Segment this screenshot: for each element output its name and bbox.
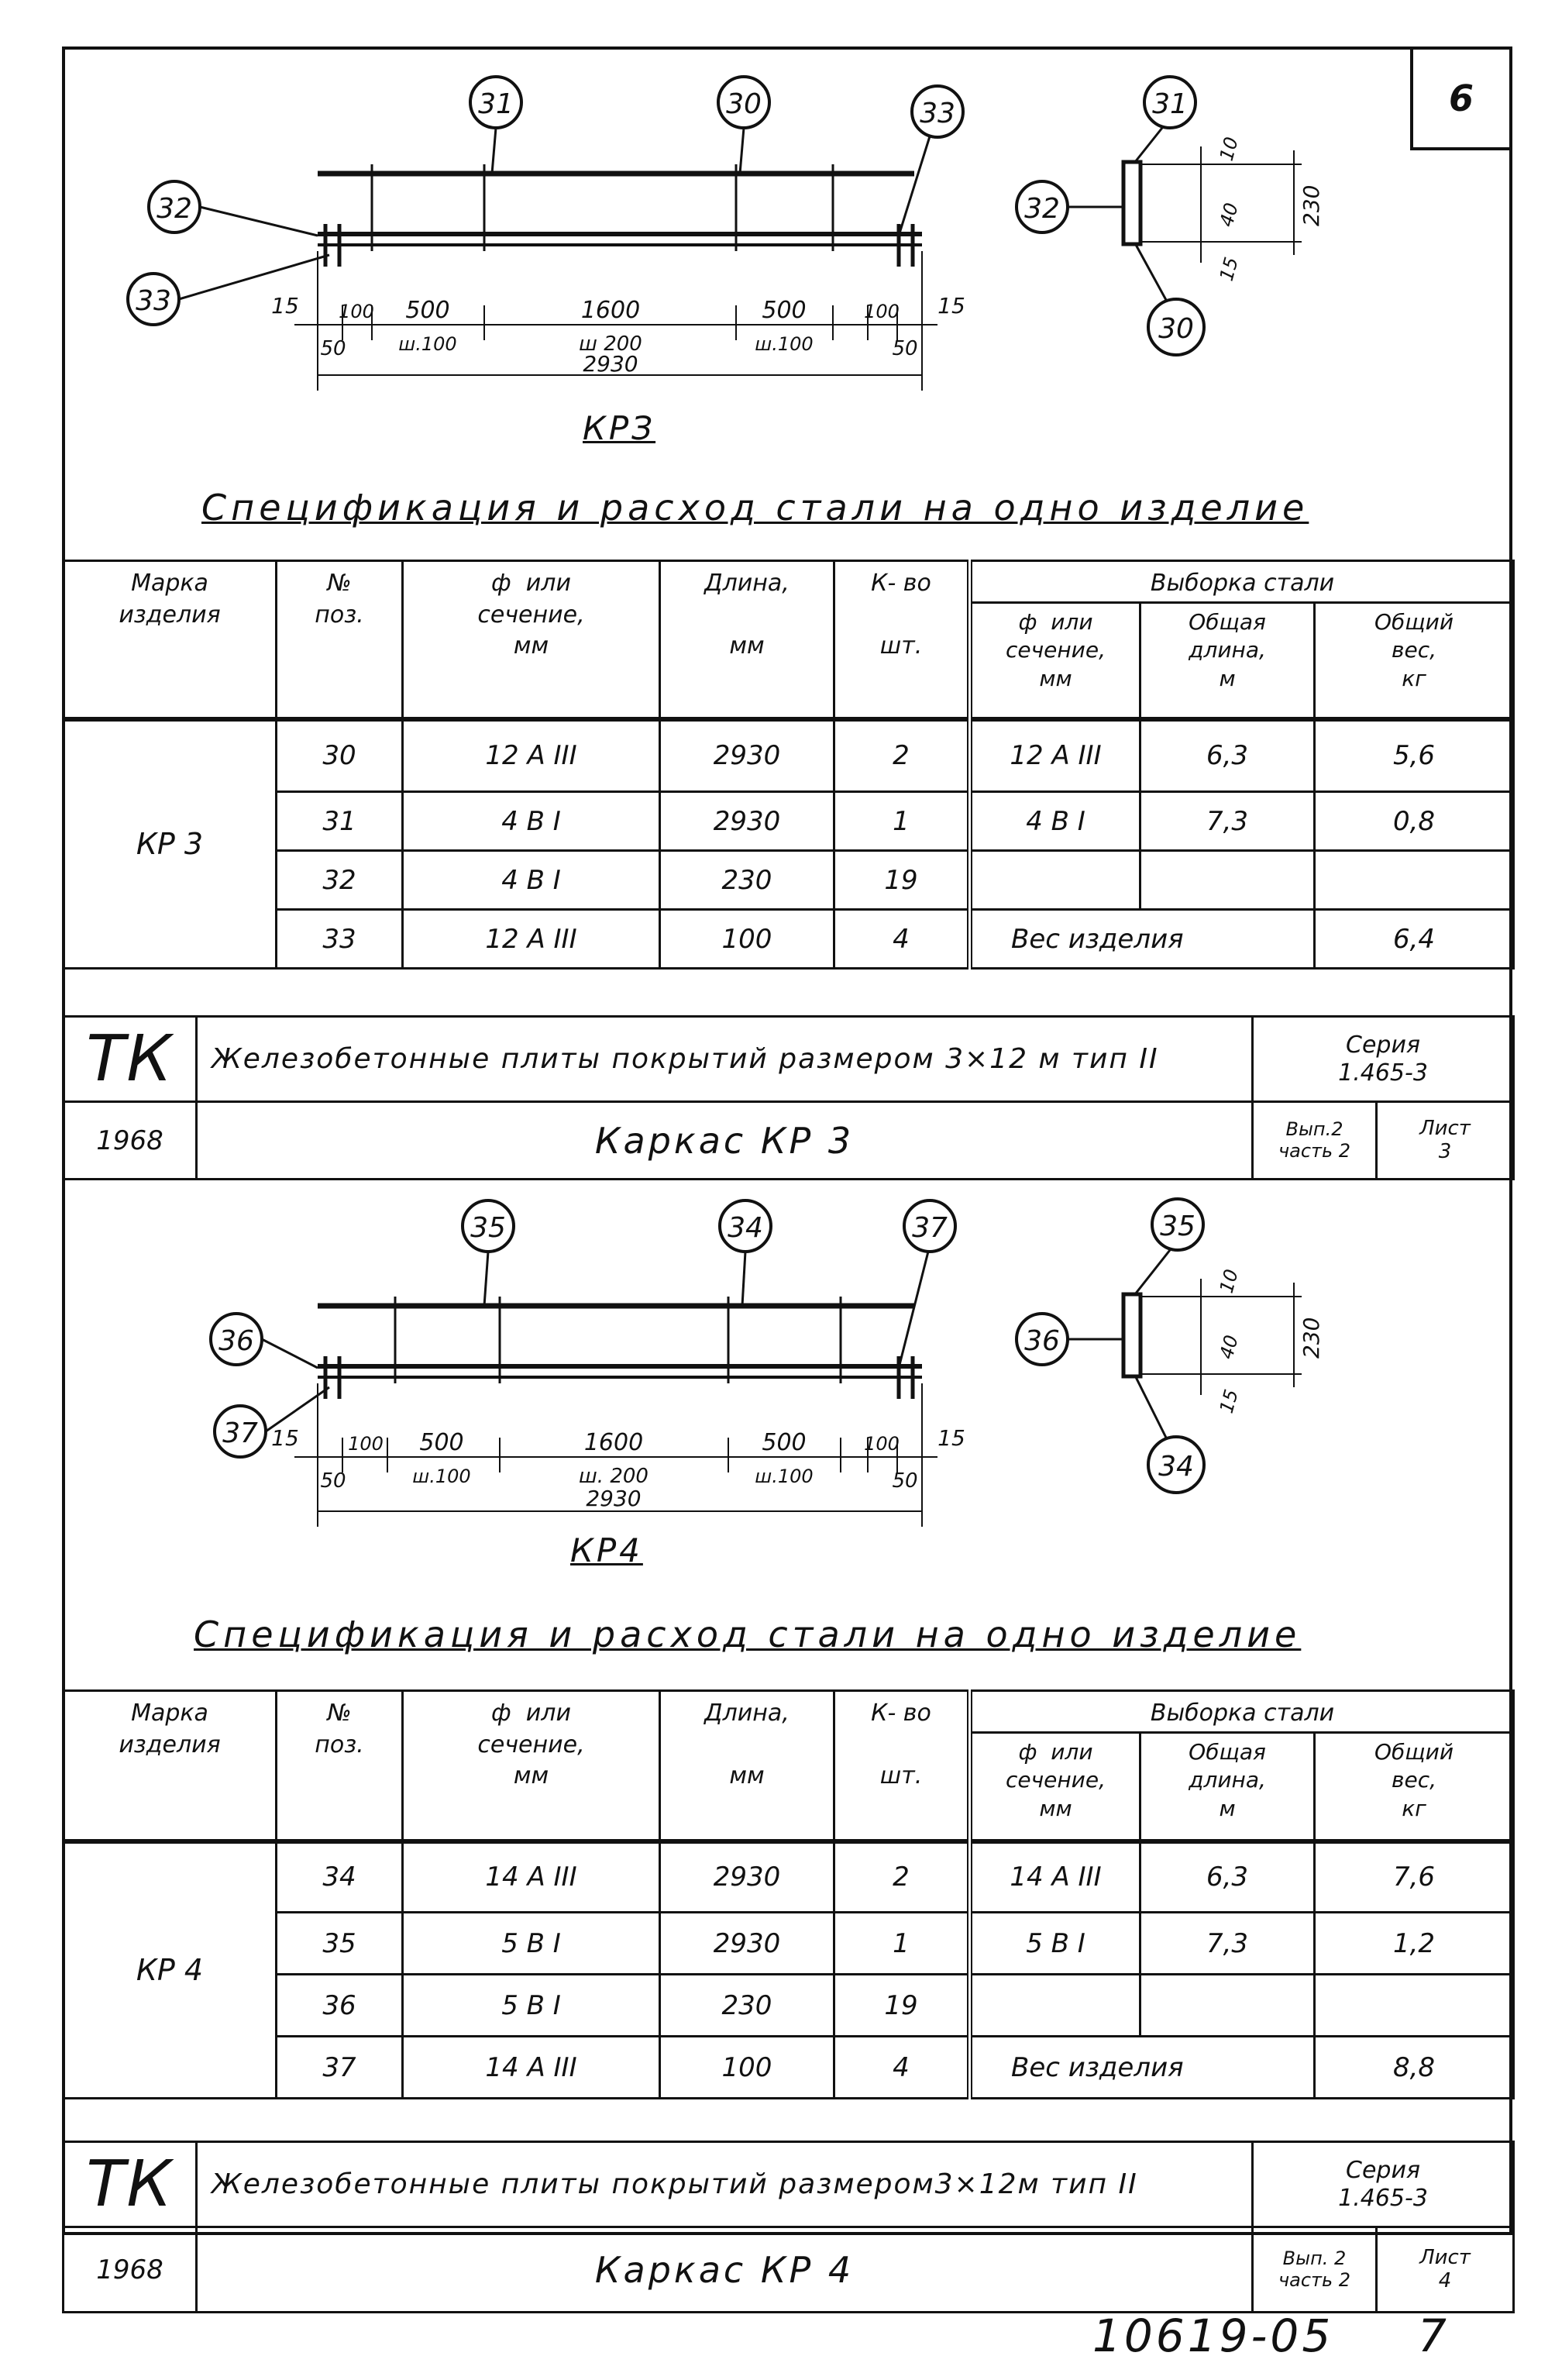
callout-2: 34 [728, 1212, 763, 1244]
archive-code: 10619-05 [1092, 2309, 1334, 2362]
cell-section: 5 B I [403, 1913, 660, 1975]
section-dim-15: 15 [1215, 254, 1243, 284]
cell-total-weight: 8,8 [1315, 2037, 1514, 2099]
stamp-name: Каркас КР 4 [197, 2227, 1253, 2313]
table-row [64, 1913, 1514, 1975]
cell-sel-section [970, 1975, 1140, 2037]
dim-step-mid: ш. 200 [579, 1465, 648, 1488]
table-row [64, 1975, 1514, 2037]
stamp-series: Серия 1.465-3 [1253, 2142, 1514, 2227]
hdr-section: ф или сечение, мм [403, 561, 660, 719]
table-row [64, 792, 1514, 851]
cell-sel-section: 14 A III [970, 1841, 1140, 1913]
cell-weight-label: Вес изделия [970, 910, 1315, 969]
section-dim-10: 10 [1215, 134, 1243, 164]
stamp-series: Серия 1.465-3 [1253, 1017, 1514, 1102]
callout-6: 31 [1152, 88, 1188, 120]
hdr-pos: № поз. [277, 1691, 403, 1841]
hdr-length: Длина, мм [660, 1691, 834, 1841]
hdr-total-length: Общая длина, м [1140, 603, 1315, 719]
cell-qty: 2 [834, 719, 970, 792]
cell-total-weight: 5,6 [1315, 719, 1514, 792]
section-dim-10: 10 [1215, 1266, 1243, 1296]
dim-15-right: 15 [937, 293, 965, 319]
section-dim-40: 40 [1215, 1332, 1243, 1362]
stamp-name: Каркас КР 3 [197, 1102, 1253, 1180]
cell-total-length: 7,3 [1140, 1913, 1315, 1975]
dim-15-right: 15 [937, 1425, 965, 1451]
hdr-total-weight: Общий вес, кг [1315, 1733, 1514, 1841]
cell-total-length: 6,3 [1140, 719, 1315, 792]
cell-pos: 33 [277, 910, 403, 969]
drawing-kr3 [62, 50, 1410, 499]
page-number: 7 [1418, 2309, 1450, 2362]
cell-pos: 34 [277, 1841, 403, 1913]
cell-pos: 32 [277, 851, 403, 910]
cell-total-weight [1315, 851, 1514, 910]
cell-section: 14 A III [403, 1841, 660, 1913]
cell-section: 5 B I [403, 1975, 660, 2037]
stamp-issue: Вып.2 часть 2 [1253, 1102, 1377, 1180]
dim-total: 2930 [583, 351, 638, 377]
title-block-2 [62, 2141, 1515, 2313]
callout-8: 30 [1158, 313, 1194, 345]
callout-5: 37 [222, 1417, 258, 1449]
cell-weight-label: Вес изделия [970, 2037, 1315, 2099]
spec-title-1: Спецификация и расход стали на одно изделие [201, 487, 1309, 529]
drawing-title-kr3: КРЗ [583, 409, 656, 447]
cell-qty: 4 [834, 910, 970, 969]
cell-length: 230 [660, 1975, 834, 2037]
cell-section: 12 A III [403, 719, 660, 792]
dim-100-right: 100 [864, 1433, 900, 1455]
stamp-title: Железобетонные плиты покрытий размером 3×12 м тип II [197, 1017, 1253, 1102]
tk-mark: ТК [64, 1017, 197, 1102]
cell-length: 100 [660, 910, 834, 969]
cell-length: 230 [660, 851, 834, 910]
drawing-kr4 [62, 1182, 1410, 1600]
dim-500-right: 500 [762, 1429, 807, 1456]
cell-total-weight: 7,6 [1315, 1841, 1514, 1913]
cell-pos: 30 [277, 719, 403, 792]
section-dim-230: 230 [1299, 184, 1324, 226]
dim-step-right: ш.100 [755, 333, 814, 355]
mark-kr4: КР 4 [64, 1841, 277, 2099]
tk-mark: ТК [64, 2142, 197, 2227]
hdr-sel-section: ф или сечение, мм [970, 603, 1140, 719]
drawing-title-kr4: КР4 [570, 1531, 643, 1569]
table-row [64, 719, 1514, 792]
cell-qty: 2 [834, 1841, 970, 1913]
callout-8: 34 [1158, 1451, 1194, 1483]
cell-section: 4 B I [403, 792, 660, 851]
spec-title-2: Спецификация и расход стали на одно изделие [194, 1614, 1302, 1655]
cell-total-weight [1315, 1975, 1514, 2037]
cell-sel-section: 12 A III [970, 719, 1140, 792]
dim-100-left: 100 [348, 1433, 384, 1455]
table-row [64, 851, 1514, 910]
callout-7: 32 [1024, 193, 1060, 225]
section-dim-15: 15 [1215, 1386, 1243, 1416]
callout-5: 33 [136, 285, 171, 317]
hdr-mark: Марка изделия [64, 1691, 277, 1841]
callout-4: 36 [218, 1325, 254, 1357]
callout-1: 31 [478, 88, 514, 120]
cell-total-weight: 1,2 [1315, 1913, 1514, 1975]
cell-sel-section: 4 B I [970, 792, 1140, 851]
cell-pos: 31 [277, 792, 403, 851]
callout-6: 35 [1160, 1211, 1195, 1242]
dim-total: 2930 [586, 1486, 642, 1511]
dim-step-right: ш.100 [755, 1466, 814, 1487]
cell-section: 14 A III [403, 2037, 660, 2099]
cell-sel-section: 5 B I [970, 1913, 1140, 1975]
cell-total-length: 6,3 [1140, 1841, 1315, 1913]
section-dim-40: 40 [1215, 200, 1243, 229]
cell-qty: 1 [834, 792, 970, 851]
dim-15-left: 15 [271, 293, 299, 319]
cell-pos: 35 [277, 1913, 403, 1975]
dim-step-left: ш.100 [412, 1466, 471, 1487]
callout-2: 30 [726, 88, 762, 120]
callout-4: 32 [157, 193, 192, 225]
hdr-total-weight: Общий вес, кг [1315, 603, 1514, 719]
hdr-selection: Выборка стали [970, 1691, 1514, 1733]
stamp-issue: Вып. 2 часть 2 [1253, 2227, 1377, 2313]
table-row [64, 910, 1514, 969]
dim-500-right: 500 [762, 297, 807, 324]
cell-total-length [1140, 1975, 1315, 2037]
cell-qty: 19 [834, 1975, 970, 2037]
callout-3: 33 [920, 98, 955, 129]
corner-sheet-number: 6 [1410, 50, 1509, 150]
cell-qty: 1 [834, 1913, 970, 1975]
cell-qty: 19 [834, 851, 970, 910]
dim-1600: 1600 [583, 1429, 644, 1456]
stamp-title: Железобетонные плиты покрытий размером3×12м тип II [197, 2142, 1253, 2227]
cell-length: 2930 [660, 1913, 834, 1975]
cell-length: 2930 [660, 1841, 834, 1913]
cell-length: 2930 [660, 792, 834, 851]
dim-1600: 1600 [580, 297, 641, 324]
dim-50-left: 50 [320, 1469, 346, 1493]
hdr-qty: К- во шт. [834, 1691, 970, 1841]
stamp-year: 1968 [64, 1102, 197, 1180]
mark-kr3: КР 3 [64, 719, 277, 969]
spec-table-2 [62, 1689, 1515, 2099]
hdr-selection: Выборка стали [970, 561, 1514, 603]
cell-total-length: 7,3 [1140, 792, 1315, 851]
cell-pos: 37 [277, 2037, 403, 2099]
cell-sel-section [970, 851, 1140, 910]
cell-length: 100 [660, 2037, 834, 2099]
hdr-length: Длина, мм [660, 561, 834, 719]
cell-total-length [1140, 851, 1315, 910]
stamp-year: 1968 [64, 2227, 197, 2313]
hdr-pos: № поз. [277, 561, 403, 719]
dim-50-left: 50 [320, 337, 346, 360]
dim-100-right: 100 [864, 301, 900, 322]
dim-15-left: 15 [271, 1425, 299, 1451]
hdr-qty: К- во шт. [834, 561, 970, 719]
dim-500-left: 500 [405, 297, 450, 324]
dim-step-mid: ш 200 [579, 332, 642, 356]
cell-pos: 36 [277, 1975, 403, 2037]
callout-1: 35 [470, 1212, 506, 1244]
cell-total-weight: 6,4 [1315, 910, 1514, 969]
spec-table-1 [62, 560, 1515, 970]
dim-500-left: 500 [419, 1429, 464, 1456]
hdr-mark: Марка изделия [64, 561, 277, 719]
dim-100-left: 100 [339, 301, 374, 322]
table-row [64, 2037, 1514, 2099]
section-dim-230: 230 [1299, 1317, 1324, 1359]
dim-50-right: 50 [892, 337, 918, 360]
cell-total-weight: 0,8 [1315, 792, 1514, 851]
stamp-sheet: Лист 4 [1377, 2227, 1514, 2313]
dim-step-left: ш.100 [398, 333, 457, 355]
title-block-1 [62, 1015, 1515, 1180]
callout-3: 37 [912, 1212, 948, 1244]
dim-50-right: 50 [892, 1469, 918, 1493]
callout-7: 36 [1024, 1325, 1060, 1357]
hdr-sel-section: ф или сечение, мм [970, 1733, 1140, 1841]
cell-section: 4 B I [403, 851, 660, 910]
hdr-total-length: Общая длина, м [1140, 1733, 1315, 1841]
cell-section: 12 A III [403, 910, 660, 969]
hdr-section: ф или сечение, мм [403, 1691, 660, 1841]
cell-length: 2930 [660, 719, 834, 792]
cell-qty: 4 [834, 2037, 970, 2099]
stamp-sheet: Лист 3 [1377, 1102, 1514, 1180]
table-row [64, 1841, 1514, 1913]
